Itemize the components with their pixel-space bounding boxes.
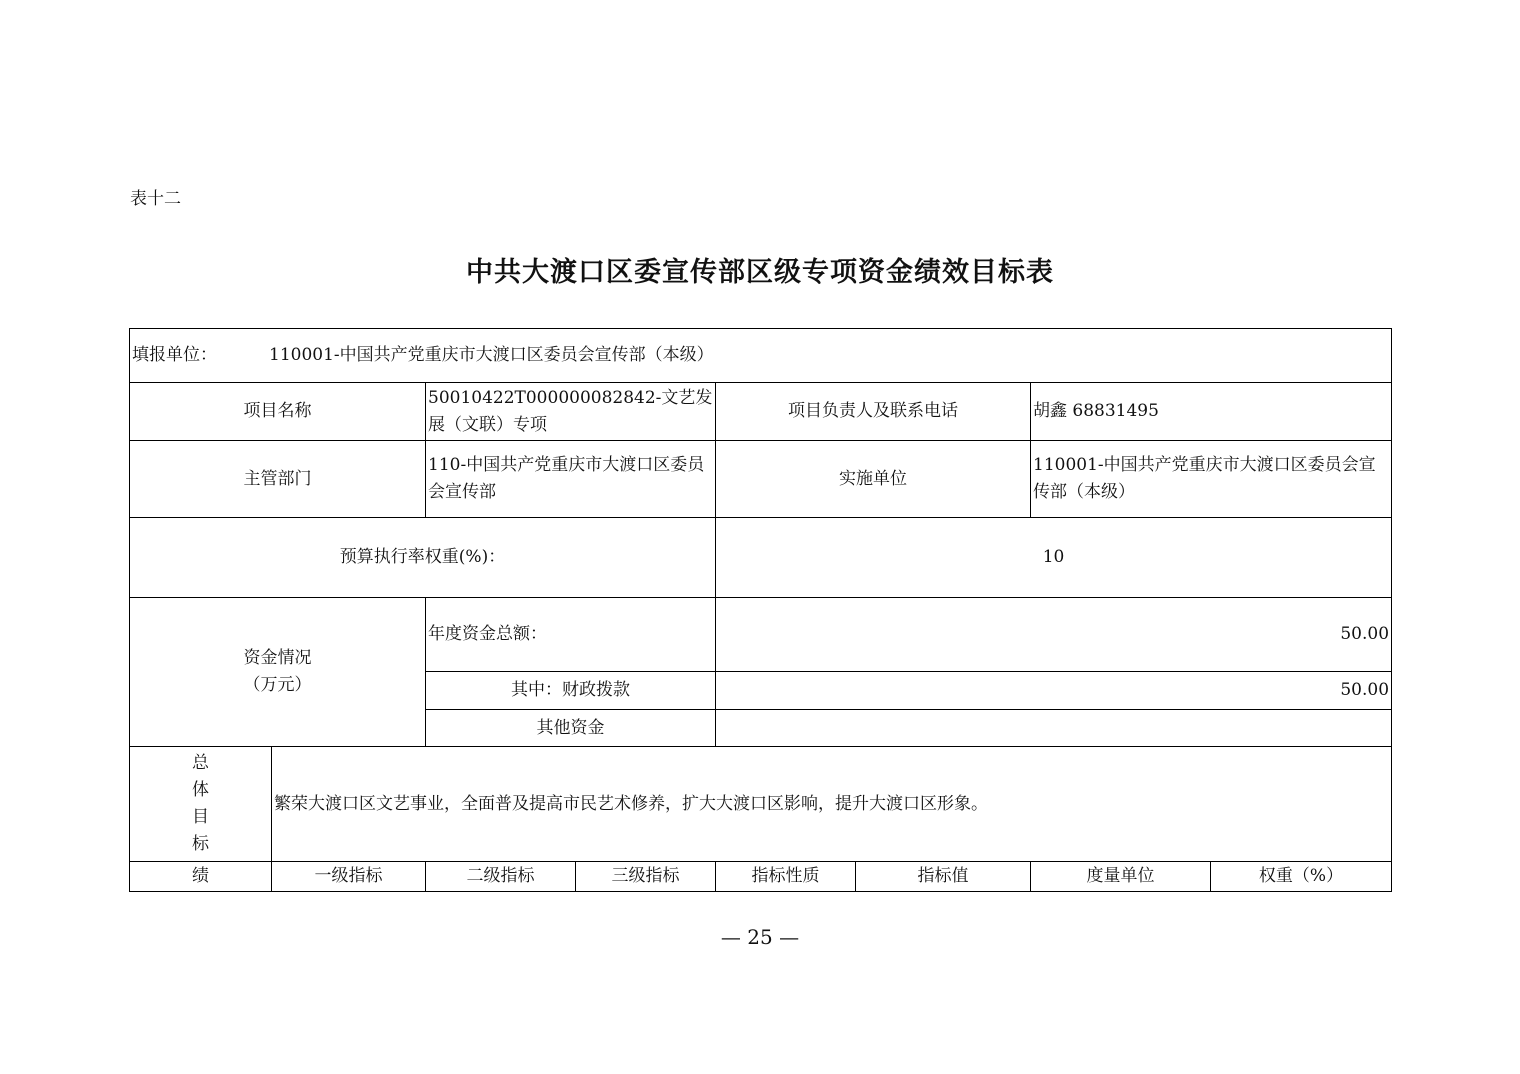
annual-funding-row <box>130 598 1392 672</box>
project-name-label: 项目名称 <box>130 383 426 441</box>
fiscal-value: 50.00 <box>716 672 1392 710</box>
project-name-row <box>130 383 1392 441</box>
reporting-unit-cell <box>130 329 1392 383</box>
funding-label-line2: （万元） <box>243 675 312 695</box>
funding-label <box>130 598 426 747</box>
project-lead-value: 胡鑫 68831495 <box>1031 383 1392 441</box>
department-row <box>130 441 1392 518</box>
column-header: 指标性质 <box>716 862 856 892</box>
overall-goal-char: 总 <box>192 753 209 773</box>
overall-goal-row <box>130 747 1392 862</box>
implementing-unit-label: 实施单位 <box>716 441 1031 518</box>
reporting-unit-row <box>130 329 1392 383</box>
implementing-unit-value: 110001-中国共产党重庆市大渡口区委员会宣传部（本级） <box>1031 441 1392 518</box>
other-funds-value <box>716 710 1392 747</box>
budget-weight-label: 预算执行率权重(%)： <box>130 518 716 598</box>
indicator-header-row <box>130 862 1392 892</box>
reporting-unit-label: 填报单位： <box>132 345 217 365</box>
column-header: 三级指标 <box>576 862 716 892</box>
reporting-unit-value: 110001-中国共产党重庆市大渡口区委员会宣传部（本级） <box>269 345 714 365</box>
performance-row-label: 绩 <box>130 862 272 892</box>
table-number: 表十二 <box>130 189 181 209</box>
competent-dept-label: 主管部门 <box>130 441 426 518</box>
document-title: 中共大渡口区委宣传部区级专项资金绩效目标表 <box>466 257 1054 288</box>
overall-goal-char: 体 <box>192 780 209 800</box>
overall-goal-char: 目 <box>192 807 209 827</box>
page-number: — 25 — <box>720 925 800 949</box>
funding-label-line1: 资金情况 <box>243 648 312 668</box>
other-funds-label: 其他资金 <box>426 710 716 747</box>
fiscal-label: 其中：财政拨款 <box>426 672 716 710</box>
annual-total-value: 50.00 <box>716 598 1392 672</box>
project-name-value: 50010422T000000082842-文艺发展（文联）专项 <box>426 383 716 441</box>
column-header: 二级指标 <box>426 862 576 892</box>
performance-target-table <box>129 328 1392 892</box>
column-header: 指标值 <box>856 862 1031 892</box>
overall-goal-char: 标 <box>192 834 209 854</box>
project-lead-label: 项目负责人及联系电话 <box>716 383 1031 441</box>
column-header: 一级指标 <box>272 862 426 892</box>
overall-goal-label <box>130 747 272 862</box>
competent-dept-value: 110-中国共产党重庆市大渡口区委员会宣传部 <box>426 441 716 518</box>
column-header: 权重（%） <box>1211 862 1392 892</box>
annual-total-label: 年度资金总额： <box>426 598 716 672</box>
overall-goal-text: 繁荣大渡口区文艺事业，全面普及提高市民艺术修养，扩大大渡口区影响，提升大渡口区形象。 <box>272 747 1392 862</box>
budget-weight-value: 10 <box>716 518 1392 598</box>
budget-weight-row <box>130 518 1392 598</box>
column-header: 度量单位 <box>1031 862 1211 892</box>
